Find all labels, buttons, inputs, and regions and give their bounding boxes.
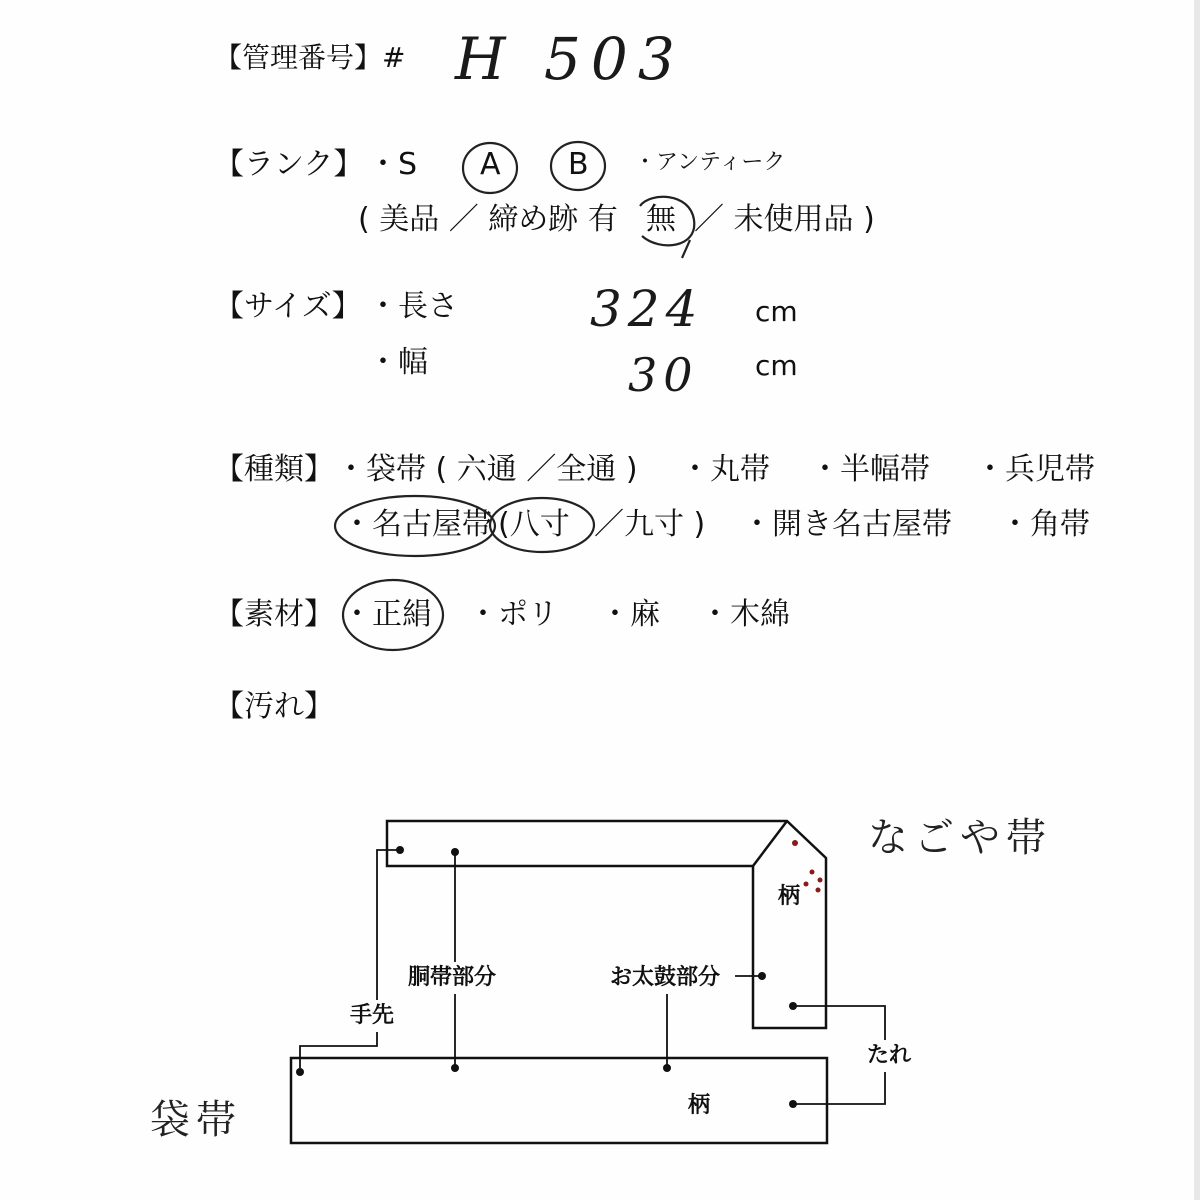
type-hassun: (八寸 <box>498 507 570 542</box>
dot-doobi-nagoya <box>451 848 459 856</box>
stain-label: 【汚れ】 <box>214 689 334 724</box>
width-label: ・幅 <box>368 345 428 380</box>
type-kaku: ・角帯 <box>1000 507 1090 542</box>
type-heko: ・兵児帯 <box>975 452 1095 487</box>
circle-rank-b <box>551 142 605 190</box>
circle-rank-a <box>463 143 517 193</box>
length-value: 324 <box>590 280 704 338</box>
dot-tare-nagoya <box>789 1002 797 1010</box>
rank-detail-open: ( 美品 ／ 締め跡 有 <box>358 202 618 237</box>
dot-tesaki-fukuro <box>296 1068 304 1076</box>
tare-line-top <box>793 1006 885 1040</box>
gara-top-label: 柄 <box>778 884 801 909</box>
rank-b: B <box>568 147 589 182</box>
material-momen: ・木綿 <box>700 597 790 632</box>
scan-edge <box>1194 0 1200 1200</box>
type-label: 【種類】 <box>214 452 334 487</box>
gara-bottom-label: 柄 <box>688 1093 711 1118</box>
circle-nagoya <box>335 496 495 556</box>
type-fukuro: ・袋帯 ( 六通 ／全通 ) <box>336 452 638 487</box>
rank-detail-close: ／ 未使用品 ) <box>694 202 875 237</box>
rank-s: ・S <box>368 147 418 182</box>
rank-detail-mu: 無 <box>646 202 676 237</box>
fukuro-title: 袋帯 <box>150 1097 242 1143</box>
material-asa: ・麻 <box>600 597 660 632</box>
nagoya-title: なごや帯 <box>868 815 1052 861</box>
dot-otaiko-fukuro <box>663 1064 671 1072</box>
size-label: 【サイズ】 <box>214 289 362 324</box>
material-shoken: ・正絹 <box>342 597 432 632</box>
material-poly: ・ポリ <box>468 597 558 632</box>
dot-doobi-fukuro <box>451 1064 459 1072</box>
tesaki-label: 手先 <box>350 1003 395 1028</box>
otaiko-label: お太鼓部分 <box>610 965 721 990</box>
tesaki-line <box>377 850 400 1000</box>
tare-label: たれ <box>867 1043 912 1068</box>
obi-diagram <box>291 821 827 1143</box>
circle-mu <box>640 197 694 258</box>
dot-tesaki-nagoya <box>396 846 404 854</box>
rank-label: 【ランク】 <box>214 147 364 182</box>
tesaki-line-lower <box>300 1032 377 1068</box>
material-label: 【素材】 <box>214 597 334 632</box>
dot-tare-fukuro <box>789 1100 797 1108</box>
rank-antique: ・アンティーク <box>634 150 786 175</box>
type-maru: ・丸帯 <box>680 452 770 487</box>
fukuro-obi-outline <box>291 1058 827 1143</box>
circle-shoken <box>343 580 443 650</box>
length-label: ・長さ <box>368 289 458 324</box>
rank-a: A <box>480 147 501 182</box>
type-nagoya: ・名古屋帯 <box>342 507 492 542</box>
width-value: 30 <box>628 348 699 402</box>
type-kyusun: ／九寸 ) <box>594 507 706 542</box>
doobi-label: 胴帯部分 <box>408 965 497 990</box>
type-hanhaba: ・半幅帯 <box>810 452 930 487</box>
dot-otaiko-nagoya <box>758 972 766 980</box>
circle-hassun <box>490 498 594 552</box>
management-number: H 503 <box>455 25 685 93</box>
length-unit: cm <box>755 295 798 328</box>
width-unit: cm <box>755 349 798 382</box>
management-label: 【管理番号】# <box>214 41 406 74</box>
type-hiraki: ・開き名古屋帯 <box>742 507 952 542</box>
tare-line-bottom <box>793 1072 885 1104</box>
